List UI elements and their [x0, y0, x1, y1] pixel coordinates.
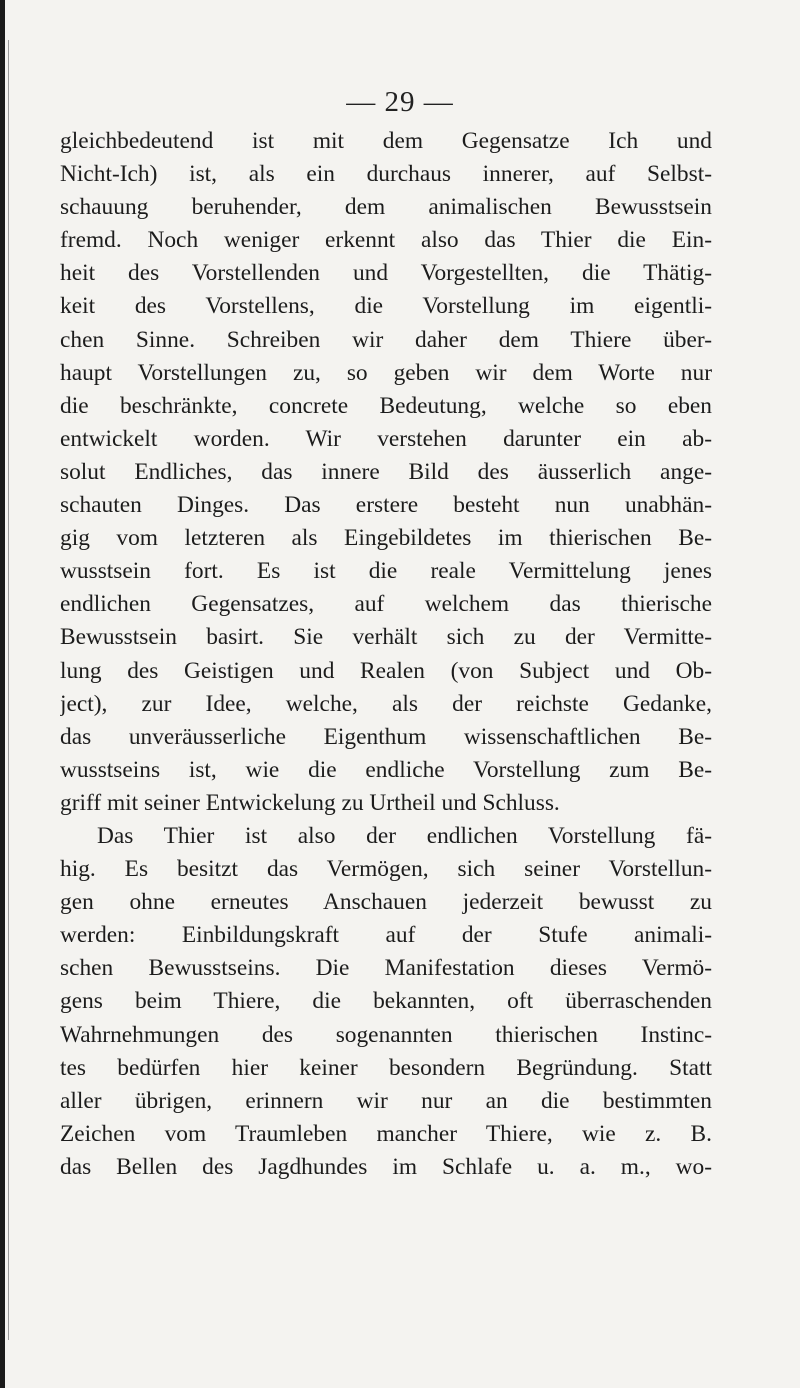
- text-line: Nicht-Ich) ist, als ein durchaus innerer, auf Selbst-: [60, 161, 712, 188]
- text-line: Zeichen vom Traumleben mancher Thiere, wie z. B.: [60, 1120, 712, 1147]
- text-line: schauung beruhender, dem animalischen Bewusstsein: [60, 194, 712, 221]
- page-number: — 29 —: [346, 86, 454, 118]
- page-left-edge: [0, 0, 5, 1388]
- text-line: chen Sinne. Schreiben wir daher dem Thiere über-: [60, 326, 712, 353]
- text-line: hig. Es besitzt das Vermögen, sich seiner Vorstellun-: [60, 856, 712, 883]
- text-line: griff mit seiner Entwickelung zu Urtheil und Schluss.: [60, 789, 560, 816]
- text-line: das Bellen des Jagdhundes im Schlafe u. a. m., wo-: [60, 1153, 712, 1180]
- text-line: solut Endliches, das innere Bild des äusserlich ange-: [60, 458, 712, 485]
- text-line: Das Thier ist also der endlichen Vorstellung fä-: [97, 822, 712, 849]
- text-line: aller übrigen, erinnern wir nur an die bestimmten: [60, 1087, 712, 1114]
- text-line: Bewusstsein basirt. Sie verhält sich zu der Vermitte-: [60, 624, 712, 651]
- text-line: haupt Vorstellungen zu, so geben wir dem Worte nur: [60, 359, 712, 386]
- text-line: werden: Einbildungskraft auf der Stufe animali-: [60, 922, 712, 949]
- text-line: Wahrnehmungen des sogenannten thierischen Instinc-: [60, 1021, 712, 1048]
- text-line: wusstsein fort. Es ist die reale Vermittelung jenes: [60, 558, 712, 585]
- text-line: gleichbedeutend ist mit dem Gegensatze Ich und: [60, 128, 712, 154]
- text-line: gens beim Thiere, die bekannten, oft überraschenden: [60, 988, 712, 1015]
- text-line: tes bedürfen hier keiner besondern Begründung. Statt: [60, 1054, 712, 1081]
- text-line: entwickelt worden. Wir verstehen darunter ein ab-: [60, 425, 712, 452]
- body-text: [60, 125, 712, 1184]
- page-fold-line: [8, 40, 9, 1340]
- text-line: keit des Vorstellens, die Vorstellung im eigentli-: [60, 293, 712, 320]
- text-line: heit des Vorstellenden und Vorgestellten, die Thätig-: [60, 260, 712, 287]
- text-line: ject), zur Idee, welche, als der reichste Gedanke,: [60, 690, 712, 717]
- text-line: wusstseins ist, wie die endliche Vorstellung zum Be-: [60, 756, 712, 783]
- text-line: gen ohne erneutes Anschauen jederzeit bewusst zu: [60, 889, 712, 916]
- text-line: endlichen Gegensatzes, auf welchem das thierische: [60, 591, 712, 618]
- text-line: schen Bewusstseins. Die Manifestation dieses Vermö-: [60, 955, 712, 982]
- text-line: schauten Dinges. Das erstere besteht nun unabhän-: [60, 492, 712, 519]
- text-line: gig vom letzteren als Eingebildetes im thierischen Be-: [60, 525, 712, 552]
- text-line: die beschränkte, concrete Bedeutung, welche so eben: [60, 392, 712, 419]
- text-line: das unveräusserliche Eigenthum wissenschaftlichen Be-: [60, 723, 712, 750]
- text-line: lung des Geistigen und Realen (von Subject und Ob-: [60, 657, 712, 684]
- text-line: fremd. Noch weniger erkennt also das Thier die Ein-: [60, 227, 712, 254]
